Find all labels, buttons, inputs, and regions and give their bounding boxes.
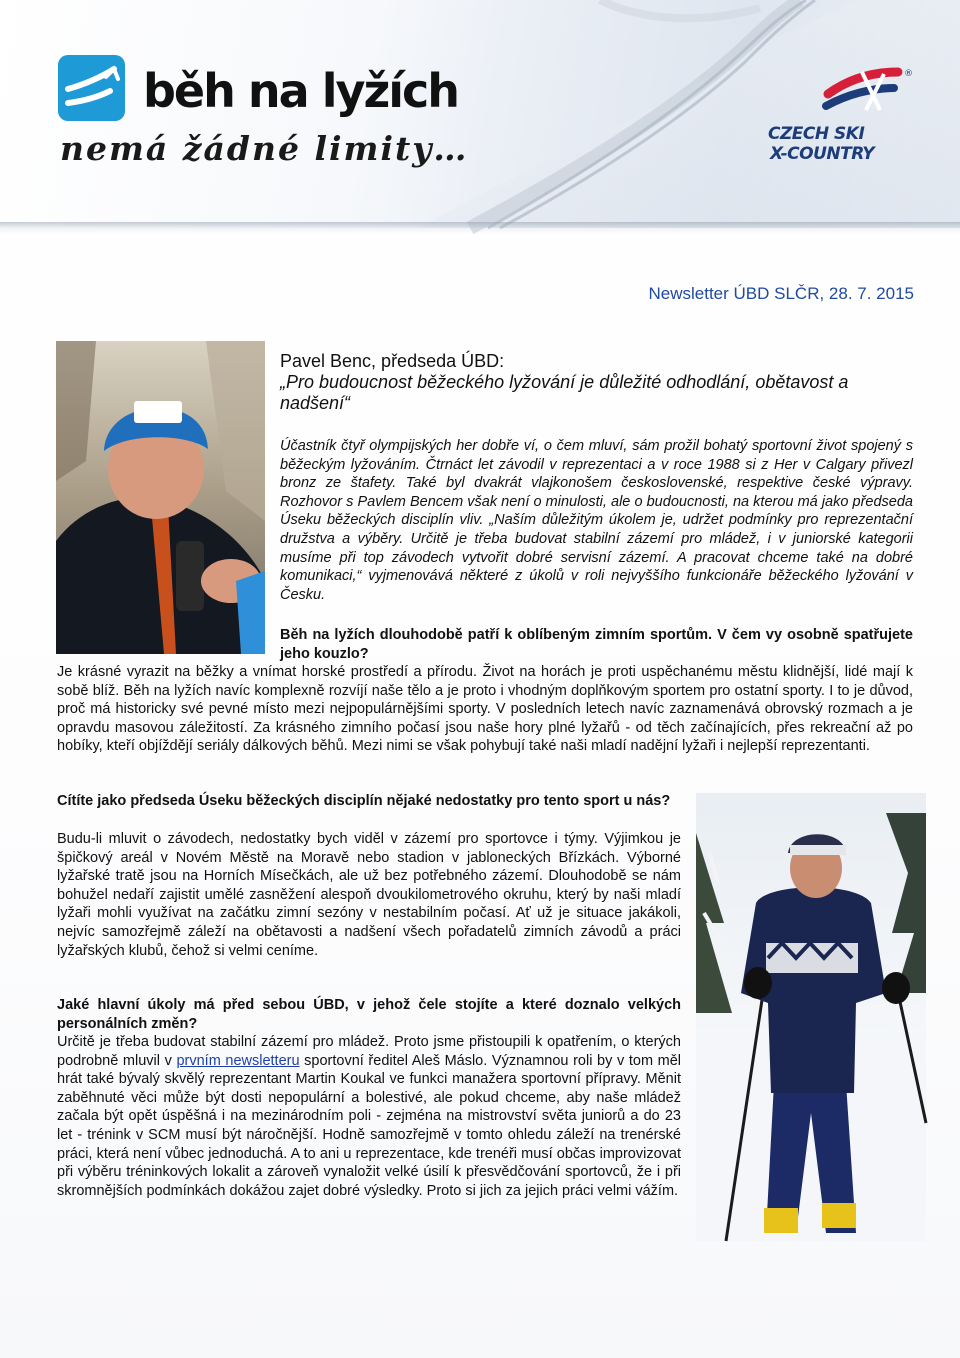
czech-ski-logo-line1: CZECH SKI — [768, 124, 865, 144]
portrait-photo — [56, 341, 265, 654]
newsletter-date-line: Newsletter ÚBD SLČR, 28. 7. 2015 — [648, 284, 914, 303]
question-2: Cítíte jako předseda Úseku běžeckých disciplín nějaké nedostatky pro tento sport u nás? — [57, 793, 671, 809]
article-title-quote: „Pro budoucnost běžeckého lyžování je důležité odhodlání, obětavost a nadšení“ — [280, 372, 849, 413]
skier-photo — [696, 793, 926, 1241]
answer-3-part-2: sportovní ředitel Aleš Máslo. Významnou roli by v tom měl hrát také bývalý skvělý reprezentant Martin Koukal ve funkci manažera sportovní přípravy. Měnit zaběhnuté věci může být dosti nepopulární a bolestivé, ale pokud chceme, aby naše mládež začala být opět úspěšná i na mezinárodním poli - zejména na mistrovství světa juniorů a do 23 let - trénink v SCM musí být náročnější. Hodně samozřejmě v tomto ohledu záleží na trenérské práci, která není vůbec jednoduchá. A to ani u reprezentace, kde trenéři musí občas improvizovat při výběru tréninkových lokalit a zároveň vynaložit velké úsilí k přesvědčování sportovců, že i při skromnějších podmínkách dokážou zajet dobré výsledky. Proto si jich za jejich práci velmi vážím. — [57, 1052, 682, 1199]
answer-2: Budu-li mluvit o závodech, nedostatky bych viděl v zázemí pro sportovce i týmy. Výjimkou je špičkový areál v Novém Městě na Moravě nebo stadion v jabloneckých Břízkách. Výborné lyžařské tratě jsou na Horních Mísečkách, ale už bez potřebného zázemí. Dlouhodobě se nám bohužel nedaří zajistit umělé zasněžení alespoň dvoukilometrového okruhu, který by naši mladí lyžaři mohli využívat na začátku zimní sezóny v nestabilním počasí. Ať už je situace jakákoli, nejvíc samozřejmě záleží na obětavosti a nadšení všech pořadatelů zimních závodů a práci lyžařských klubů, čehož si velmi ceníme. — [57, 831, 681, 959]
question-3: Jaké hlavní úkoly má před sebou ÚBD, v jehož čele stojíte a které doznalo velkých personálních změn? — [57, 997, 681, 1032]
answer-3 — [57, 1033, 681, 1200]
question-1: Běh na lyžích dlouhodobě patří k oblíbeným zimním sportům. V čem vy osobně spatřujete jeho kouzlo? — [280, 627, 913, 662]
czech-ski-logo-icon — [820, 66, 912, 116]
brand-title: běh na lyžích — [143, 64, 459, 118]
brand-subtitle: nemá žádné limity… — [60, 129, 469, 168]
banner-shadow — [0, 222, 960, 234]
brand-logo-icon — [58, 55, 125, 121]
answer-3-part-1: Určitě je třeba budovat stabilní zázemí pro mládež. Proto jsme přistoupili k opatřením, o kterých podrobně mluvil v — [57, 1034, 681, 1069]
czech-ski-logo-line2: X-COUNTRY — [770, 144, 875, 164]
article-title-block — [280, 351, 920, 414]
answer-1: Je krásné vyrazit na běžky a vnímat horské prostředí a přírodu. Život na horách je proti uspěchanému městu klidnější, lidé mají k sobě blíž. Běh na lyžích navíc komplexně rozvíjí naše tělo a je proto i vhodným doplňkovým sportem pro ostatní sporty. I to je důvod, proč má historicky své pevné místo mezi nejpopulárnějšími sporty. V posledních letech navíc zaznamenává obrovský rozmach a je opravdu masovou záležitostí. Za krásného zimního počasí jsou naše hory plné lyžařů - od těch začínajících, přes rekreační až po hobíky, kteří objíždějí seriály dálkových běhů. Mezi nimi se však pohybují také naši mladí nadějní lyžaři i nejlepší reprezentanti. — [57, 664, 913, 755]
article-intro: Účastník čtyř olympijských her dobře ví, o čem mluví, sám prožil bohatý sportovní život spojený s běžeckým lyžováním. Čtrnáct let závodil v reprezentaci a v roce 1988 si z Her v Calgary přivezl bronz ze štafety. Také byl dvakrát vlajkonošem československé, respektive české výpravy. Rozhovor s Pavlem Bencem však není o minulosti, ale o budoucnosti, na kterou má jako předseda Úseku běžeckých disciplín vliv. „Naším důležitým úkolem je, udržet podmínky pro reprezentační družstva a výběry. Určitě je třeba budovat stabilní zázemí pro mládež, i v juniorské kategorii musíme při top závodech vytvořit dobré servisní zázemí. A pracovat chceme také na dobré komunikaci,“ vyjmenovává některé z úkolů v roli nejvyššího funkcionáře běžeckého lyžování v Česku. — [280, 438, 913, 603]
registered-mark: ® — [904, 69, 913, 79]
article-title: Pavel Benc, předseda ÚBD: — [280, 351, 505, 371]
first-newsletter-link[interactable]: prvním newsletteru — [176, 1052, 300, 1069]
czech-ski-logo-text — [768, 124, 878, 164]
